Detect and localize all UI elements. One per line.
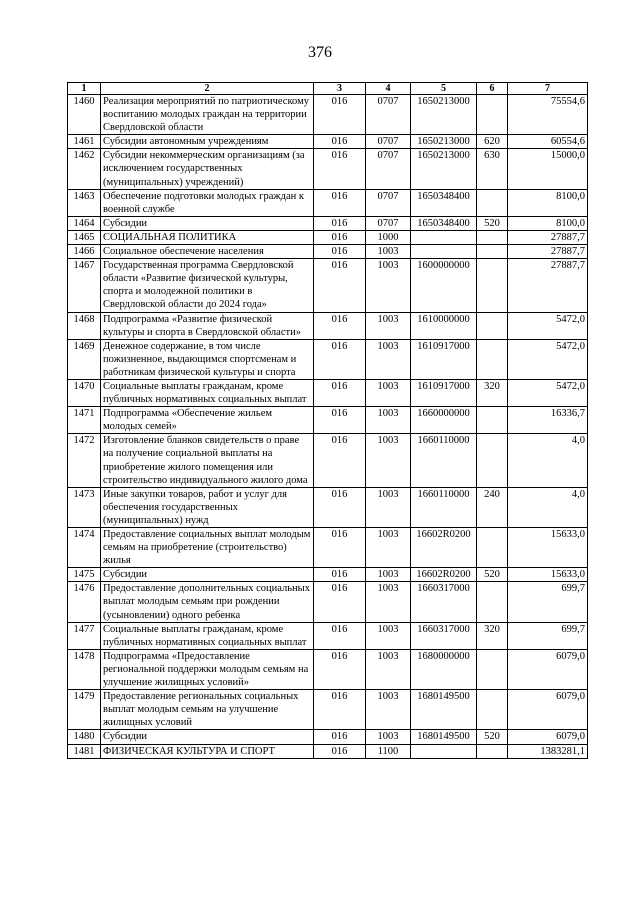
table-row — [68, 230, 588, 244]
row-name: Предоставление социальных выплат молодым семьям на приобретение (строительство) жилья — [101, 528, 314, 568]
row-target-code — [411, 245, 477, 259]
row-expense-type: 320 — [477, 379, 508, 406]
row-target-code: 1650213000 — [411, 149, 477, 189]
row-amount: 27887,7 — [508, 245, 588, 259]
row-target-code: 1610917000 — [411, 379, 477, 406]
row-expense-type — [477, 528, 508, 568]
row-section-code: 1003 — [366, 379, 411, 406]
row-expense-type: 520 — [477, 730, 508, 744]
row-target-code: 1660317000 — [411, 582, 477, 622]
table-row — [68, 216, 588, 230]
row-expense-type: 630 — [477, 149, 508, 189]
row-target-code: 1660317000 — [411, 622, 477, 649]
row-department-code: 016 — [314, 259, 366, 312]
row-name: Подпрограмма «Развитие физической культуры и спорта в Свердловской области» — [101, 312, 314, 339]
header-col-4: 4 — [366, 83, 411, 95]
table-row — [68, 568, 588, 582]
table-row — [68, 730, 588, 744]
row-amount: 75554,6 — [508, 95, 588, 135]
row-section-code: 1003 — [366, 622, 411, 649]
row-target-code: 1680000000 — [411, 649, 477, 689]
row-amount: 5472,0 — [508, 312, 588, 339]
row-amount: 15000,0 — [508, 149, 588, 189]
row-number: 1477 — [68, 622, 101, 649]
row-expense-type — [477, 230, 508, 244]
row-name: Изготовление бланков свидетельств о праве на получение социальной выплаты на приобретение жилого помещения или строительство индивидуального жилого дома — [101, 434, 314, 487]
row-number: 1478 — [68, 649, 101, 689]
row-amount: 27887,7 — [508, 230, 588, 244]
table-row — [68, 744, 588, 758]
row-amount: 6079,0 — [508, 649, 588, 689]
row-section-code: 0707 — [366, 135, 411, 149]
row-name: Государственная программа Свердловской области «Развитие физической культуры, спорта и молодежной политики в Свердловской области до 2024 года» — [101, 259, 314, 312]
row-section-code: 1000 — [366, 230, 411, 244]
row-section-code: 1003 — [366, 312, 411, 339]
row-department-code: 016 — [314, 216, 366, 230]
row-department-code: 016 — [314, 149, 366, 189]
table-row — [68, 189, 588, 216]
row-amount: 1383281,1 — [508, 744, 588, 758]
row-department-code: 016 — [314, 528, 366, 568]
row-name: Обеспечение подготовки молодых граждан к военной службе — [101, 189, 314, 216]
table-row — [68, 622, 588, 649]
row-name: Подпрограмма «Предоставление региональной поддержки молодым семьям на улучшение жилищных условий» — [101, 649, 314, 689]
row-amount: 8100,0 — [508, 189, 588, 216]
row-target-code: 1660110000 — [411, 487, 477, 527]
row-amount: 699,7 — [508, 582, 588, 622]
row-target-code: 1650348400 — [411, 189, 477, 216]
header-col-5: 5 — [411, 83, 477, 95]
row-department-code: 016 — [314, 487, 366, 527]
row-department-code: 016 — [314, 189, 366, 216]
row-name: Субсидии — [101, 730, 314, 744]
row-expense-type — [477, 245, 508, 259]
header-col-1: 1 — [68, 83, 101, 95]
row-amount: 15633,0 — [508, 568, 588, 582]
row-target-code: 1650348400 — [411, 216, 477, 230]
row-department-code: 016 — [314, 312, 366, 339]
row-number: 1480 — [68, 730, 101, 744]
row-section-code: 1003 — [366, 245, 411, 259]
row-department-code: 016 — [314, 730, 366, 744]
row-expense-type — [477, 312, 508, 339]
row-section-code: 1003 — [366, 487, 411, 527]
row-target-code: 1680149500 — [411, 690, 477, 730]
row-number: 1476 — [68, 582, 101, 622]
table-row — [68, 407, 588, 434]
row-amount: 699,7 — [508, 622, 588, 649]
header-col-2: 2 — [101, 83, 314, 95]
table-row — [68, 312, 588, 339]
row-expense-type: 520 — [477, 216, 508, 230]
header-col-7: 7 — [508, 83, 588, 95]
row-name: Субсидии автономным учреждениям — [101, 135, 314, 149]
row-number: 1481 — [68, 744, 101, 758]
row-expense-type — [477, 407, 508, 434]
table-row — [68, 245, 588, 259]
row-section-code: 1003 — [366, 649, 411, 689]
row-section-code: 1003 — [366, 582, 411, 622]
row-expense-type: 240 — [477, 487, 508, 527]
table-row — [68, 379, 588, 406]
row-number: 1463 — [68, 189, 101, 216]
row-section-code: 1003 — [366, 528, 411, 568]
row-number: 1471 — [68, 407, 101, 434]
row-department-code: 016 — [314, 95, 366, 135]
table-row — [68, 135, 588, 149]
row-target-code: 1610917000 — [411, 339, 477, 379]
table-row — [68, 149, 588, 189]
row-name: Подпрограмма «Обеспечение жильем молодых семей» — [101, 407, 314, 434]
row-name: Предоставление дополнительных социальных выплат молодым семьям при рождении (усыновлении) одного ребенка — [101, 582, 314, 622]
row-number: 1464 — [68, 216, 101, 230]
row-name: Субсидии некоммерческим организациям (за исключением государственных (муниципальных) учреждений) — [101, 149, 314, 189]
row-expense-type — [477, 744, 508, 758]
table-row — [68, 95, 588, 135]
row-name: Социальные выплаты гражданам, кроме публичных нормативных социальных выплат — [101, 379, 314, 406]
row-section-code: 0707 — [366, 216, 411, 230]
row-department-code: 016 — [314, 339, 366, 379]
row-number: 1472 — [68, 434, 101, 487]
table-row — [68, 582, 588, 622]
row-section-code: 1003 — [366, 339, 411, 379]
row-section-code: 0707 — [366, 149, 411, 189]
row-expense-type — [477, 259, 508, 312]
row-number: 1467 — [68, 259, 101, 312]
budget-table — [67, 82, 588, 759]
row-number: 1465 — [68, 230, 101, 244]
row-section-code: 1003 — [366, 568, 411, 582]
row-section-code: 0707 — [366, 189, 411, 216]
header-row — [68, 83, 588, 95]
row-amount: 8100,0 — [508, 216, 588, 230]
row-number: 1460 — [68, 95, 101, 135]
row-amount: 5472,0 — [508, 339, 588, 379]
table-row — [68, 487, 588, 527]
row-number: 1474 — [68, 528, 101, 568]
header-col-6: 6 — [477, 83, 508, 95]
row-number: 1468 — [68, 312, 101, 339]
row-target-code: 1600000000 — [411, 259, 477, 312]
row-department-code: 016 — [314, 379, 366, 406]
table-row — [68, 690, 588, 730]
row-section-code: 1003 — [366, 434, 411, 487]
row-target-code: 1650213000 — [411, 95, 477, 135]
table-row — [68, 339, 588, 379]
row-number: 1479 — [68, 690, 101, 730]
row-target-code: 1680149500 — [411, 730, 477, 744]
row-target-code: 1650213000 — [411, 135, 477, 149]
row-department-code: 016 — [314, 230, 366, 244]
table-row — [68, 528, 588, 568]
row-amount: 60554,6 — [508, 135, 588, 149]
row-amount: 4,0 — [508, 434, 588, 487]
row-target-code — [411, 744, 477, 758]
row-department-code: 016 — [314, 245, 366, 259]
row-section-code: 1100 — [366, 744, 411, 758]
row-amount: 6079,0 — [508, 730, 588, 744]
row-section-code: 1003 — [366, 730, 411, 744]
row-target-code: 16602R0200 — [411, 568, 477, 582]
row-number: 1473 — [68, 487, 101, 527]
row-target-code: 1660110000 — [411, 434, 477, 487]
row-expense-type — [477, 582, 508, 622]
row-target-code: 1660000000 — [411, 407, 477, 434]
header-col-3: 3 — [314, 83, 366, 95]
row-name: Реализация мероприятий по патриотическому воспитанию молодых граждан на территории Свердловской области — [101, 95, 314, 135]
row-expense-type — [477, 690, 508, 730]
row-department-code: 016 — [314, 744, 366, 758]
row-section-code: 1003 — [366, 407, 411, 434]
row-name: Социальные выплаты гражданам, кроме публичных нормативных социальных выплат — [101, 622, 314, 649]
row-number: 1469 — [68, 339, 101, 379]
row-name: Субсидии — [101, 568, 314, 582]
row-name: Субсидии — [101, 216, 314, 230]
row-number: 1461 — [68, 135, 101, 149]
table-row — [68, 649, 588, 689]
row-department-code: 016 — [314, 434, 366, 487]
row-name: Социальное обеспечение населения — [101, 245, 314, 259]
row-expense-type: 320 — [477, 622, 508, 649]
row-expense-type — [477, 95, 508, 135]
row-section-code: 0707 — [366, 95, 411, 135]
row-amount: 6079,0 — [508, 690, 588, 730]
row-amount: 27887,7 — [508, 259, 588, 312]
row-department-code: 016 — [314, 135, 366, 149]
row-amount: 16336,7 — [508, 407, 588, 434]
row-target-code — [411, 230, 477, 244]
row-name: Предоставление региональных социальных выплат молодым семьям на улучшение жилищных условий — [101, 690, 314, 730]
row-name: Иные закупки товаров, работ и услуг для обеспечения государственных (муниципальных) нужд — [101, 487, 314, 527]
row-number: 1470 — [68, 379, 101, 406]
row-name: СОЦИАЛЬНАЯ ПОЛИТИКА — [101, 230, 314, 244]
row-number: 1466 — [68, 245, 101, 259]
row-name: ФИЗИЧЕСКАЯ КУЛЬТУРА И СПОРТ — [101, 744, 314, 758]
row-department-code: 016 — [314, 407, 366, 434]
row-expense-type: 520 — [477, 568, 508, 582]
row-expense-type — [477, 649, 508, 689]
page-number: 376 — [308, 44, 332, 61]
row-section-code: 1003 — [366, 259, 411, 312]
row-expense-type — [477, 339, 508, 379]
row-target-code: 1610000000 — [411, 312, 477, 339]
row-amount: 15633,0 — [508, 528, 588, 568]
row-department-code: 016 — [314, 582, 366, 622]
row-expense-type — [477, 189, 508, 216]
row-expense-type: 620 — [477, 135, 508, 149]
row-number: 1462 — [68, 149, 101, 189]
table-row — [68, 434, 588, 487]
row-name: Денежное содержание, в том числе пожизненное, выдающимся спортсменам и работникам физической культуры и спорта — [101, 339, 314, 379]
table-row — [68, 259, 588, 312]
row-amount: 5472,0 — [508, 379, 588, 406]
row-target-code: 16602R0200 — [411, 528, 477, 568]
row-number: 1475 — [68, 568, 101, 582]
table-body — [68, 95, 588, 759]
row-department-code: 016 — [314, 690, 366, 730]
row-amount: 4,0 — [508, 487, 588, 527]
row-department-code: 016 — [314, 649, 366, 689]
row-department-code: 016 — [314, 622, 366, 649]
row-department-code: 016 — [314, 568, 366, 582]
row-expense-type — [477, 434, 508, 487]
row-section-code: 1003 — [366, 690, 411, 730]
